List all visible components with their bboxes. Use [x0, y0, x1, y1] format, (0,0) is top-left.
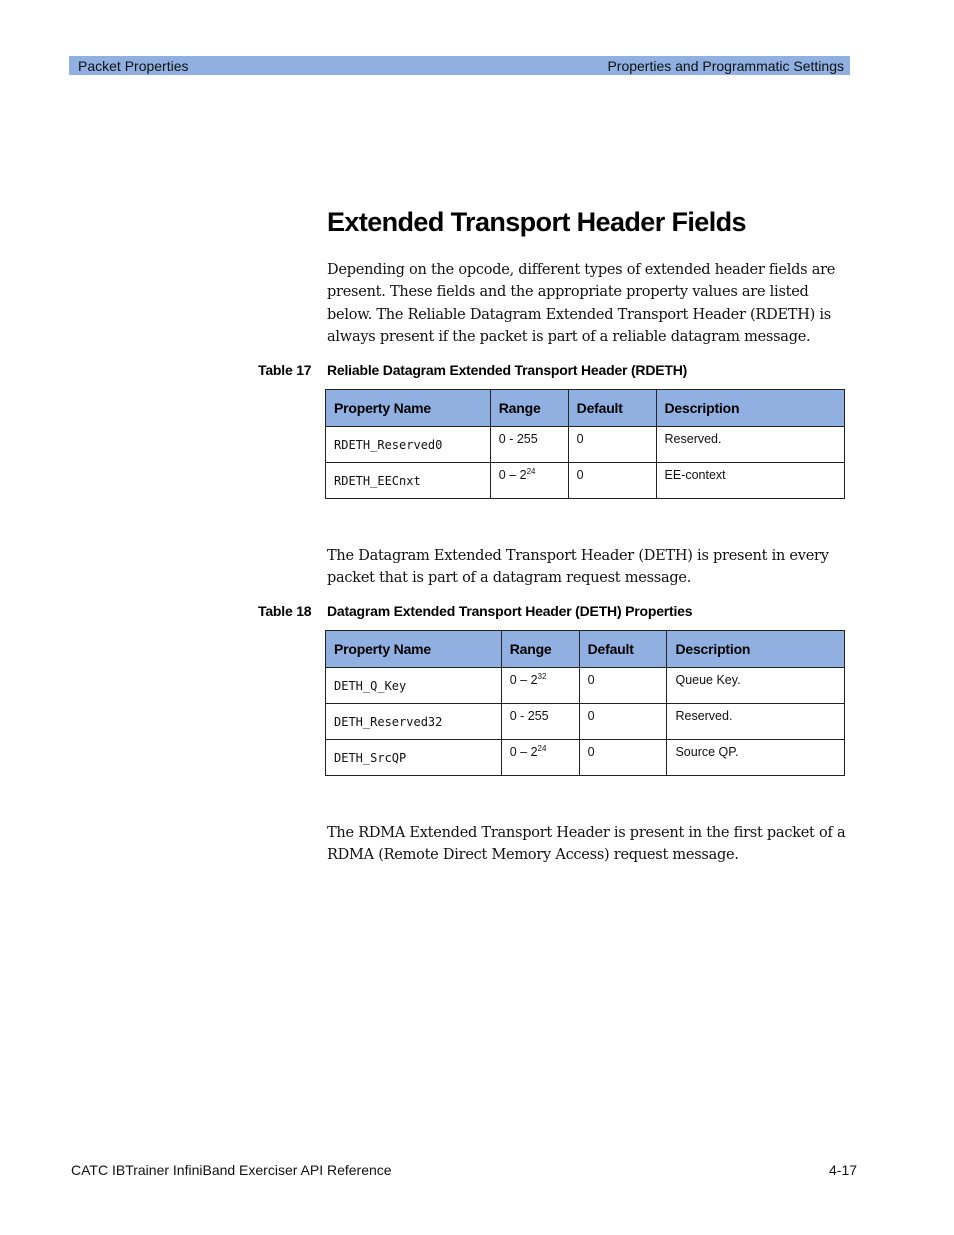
- default-cell: 0: [579, 740, 667, 776]
- range-cell: $0 - 2^{24}$: [490, 463, 568, 499]
- default-cell: 0: [579, 704, 667, 740]
- description-cell: Queue Key.: [667, 668, 845, 704]
- column-header-property-name: Property Name: [326, 390, 491, 427]
- table-header-row: [326, 631, 845, 668]
- property-name-cell: DETH_SrcQP: [326, 740, 502, 776]
- column-header-range: Range: [490, 390, 568, 427]
- property-name-cell: DETH_Q_Key: [326, 668, 502, 704]
- header-section-name: Packet Properties: [78, 57, 189, 74]
- intro-paragraph: Depending on the opcode, different types of extended header fields are present. These fields and the appropriate property values are listed below. The Reliable Datagram Extended Transport Header (RDETH) is always present if the packet is part of a reliable datagram message.: [327, 262, 836, 345]
- table-number: Table 18: [258, 603, 312, 619]
- table-row: [326, 668, 845, 704]
- default-cell: 0: [568, 427, 656, 463]
- deth-paragraph: The Datagram Extended Transport Header (DETH) is present in every packet that is part of a datagram request message.: [327, 548, 829, 587]
- description-cell: Reserved.: [656, 427, 844, 463]
- description-cell: Source QP.: [667, 740, 845, 776]
- running-header: [69, 56, 850, 75]
- property-name-cell: DETH_Reserved32: [326, 704, 502, 740]
- deth-properties-table: [325, 630, 845, 776]
- property-name-cell: RDETH_EECnxt: [326, 463, 491, 499]
- description-cell: EE-context: [656, 463, 844, 499]
- footer-page-number: 4-17: [829, 1162, 858, 1178]
- property-name-cell: RDETH_Reserved0: [326, 427, 491, 463]
- section-title: Extended Transport Header Fields: [327, 207, 746, 237]
- table-17-caption: [258, 362, 687, 378]
- rdeth-properties-table: [325, 389, 845, 499]
- table-number: Table 17: [258, 362, 312, 378]
- rdma-paragraph: The RDMA Extended Transport Header is present in the first packet of a RDMA (Remote Direct Memory Access) request message.: [327, 825, 846, 864]
- column-header-description: Description: [667, 631, 845, 668]
- table-18-caption: [258, 603, 692, 619]
- header-chapter-name: Properties and Programmatic Settings: [607, 57, 844, 74]
- table-row: [326, 704, 845, 740]
- column-header-default: Default: [579, 631, 667, 668]
- description-cell: Reserved.: [667, 704, 845, 740]
- range-cell: 0 - 255: [490, 427, 568, 463]
- column-header-description: Description: [656, 390, 844, 427]
- table-row: [326, 740, 845, 776]
- table-row: [326, 463, 845, 499]
- table-title: Datagram Extended Transport Header (DETH) Properties: [327, 603, 693, 619]
- range-cell: 0 - 255: [501, 704, 579, 740]
- table-title: Reliable Datagram Extended Transport Header (RDETH): [327, 362, 688, 378]
- range-cell: $0 - 2^{24}$: [501, 740, 579, 776]
- column-header-property-name: Property Name: [326, 631, 502, 668]
- column-header-range: Range: [501, 631, 579, 668]
- range-cell: $0 - 2^{32}$: [501, 668, 579, 704]
- table-row: [326, 427, 845, 463]
- footer-document-title: CATC IBTrainer InfiniBand Exerciser API Reference: [71, 1162, 392, 1178]
- table-header-row: [326, 390, 845, 427]
- column-header-default: Default: [568, 390, 656, 427]
- default-cell: 0: [568, 463, 656, 499]
- default-cell: 0: [579, 668, 667, 704]
